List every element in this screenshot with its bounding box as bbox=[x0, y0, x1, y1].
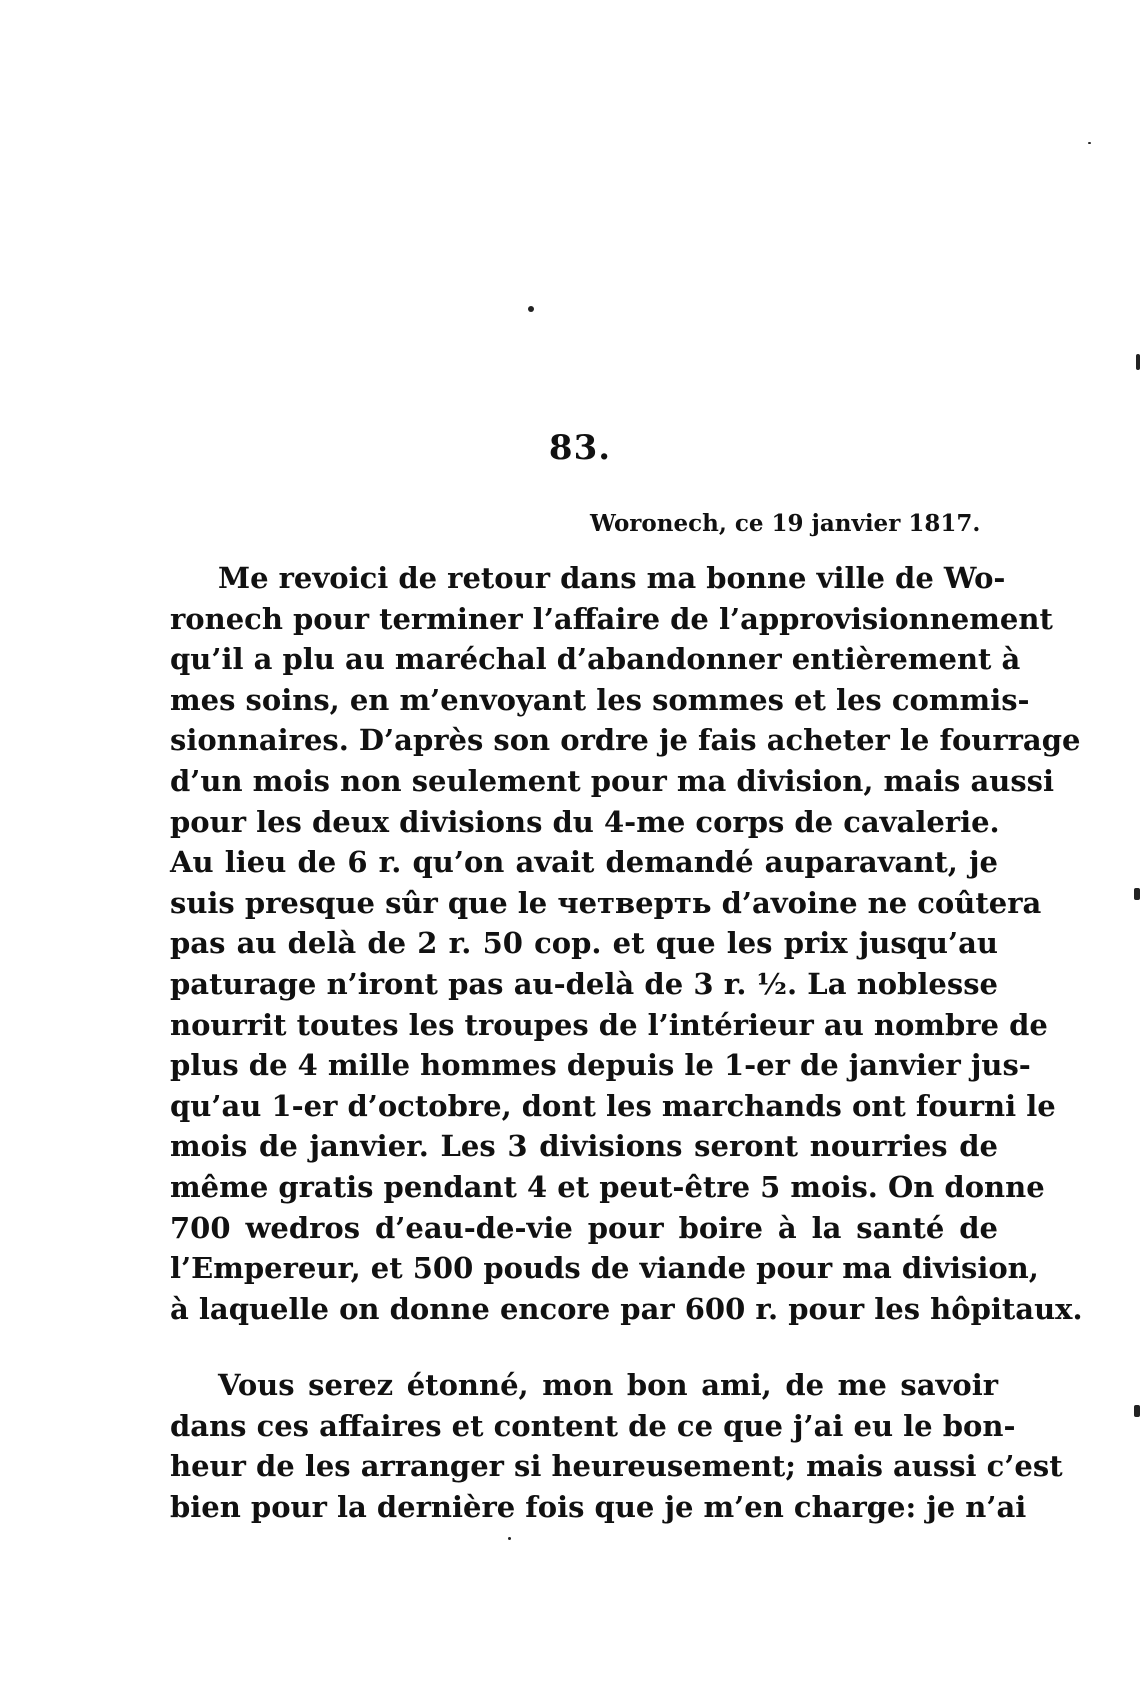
text-line: Au lieu de 6 r. qu’on avait demandé auparavant, je bbox=[170, 845, 998, 880]
text-line: nourrit toutes les troupes de l’intérieur au nombre de bbox=[170, 1007, 1048, 1042]
text-line: plus de 4 mille hommes depuis le 1-er de janvier jus- bbox=[170, 1048, 1031, 1083]
scan-speck bbox=[528, 306, 534, 312]
text-line: sionnaires. D’après son ordre je fais acheter le fourrage bbox=[170, 723, 1081, 758]
text-line: bien pour la dernière fois que je m’en charge: je n’ai bbox=[170, 1489, 1027, 1524]
text-line: ronech pour terminer l’affaire de l’approvisionnement bbox=[170, 601, 1053, 636]
text-line: 700 wedros d’eau-de-vie pour boire à la santé de bbox=[170, 1210, 998, 1245]
dateline: Woronech, ce 19 janvier 1817. bbox=[590, 510, 981, 537]
text-line: Vous serez étonné, mon bon ami, de me savoir bbox=[218, 1368, 998, 1402]
scan-speck bbox=[1136, 354, 1140, 370]
scan-speck bbox=[508, 1537, 511, 1540]
text-line: heur de les arranger si heureusement; mais aussi c’est bbox=[170, 1449, 1063, 1484]
text-line: à laquelle on donne encore par 600 r. pour les hôpitaux. bbox=[170, 1291, 1083, 1326]
scan-speck bbox=[1088, 142, 1091, 144]
text-line: pour les deux divisions du 4-me corps de cavalerie. bbox=[170, 804, 1000, 839]
text-line: suis presque sûr que le четверть d’avoine ne coûtera bbox=[170, 885, 1042, 920]
text-line: dans ces affaires et content de ce que j’ai eu le bon- bbox=[170, 1408, 1016, 1443]
text-line: paturage n’iront pas au-delà de 3 r. ½. La noblesse bbox=[170, 966, 998, 1001]
text-line: même gratis pendant 4 et peut-être 5 mois. On donne bbox=[170, 1169, 1045, 1204]
text-line: Me revoici de retour dans ma bonne ville de Wo- bbox=[218, 561, 1006, 595]
letter-number: 83. bbox=[548, 428, 612, 468]
text-line: l’Empereur, et 500 pouds de viande pour ma division, bbox=[170, 1251, 1039, 1286]
scan-speck bbox=[1134, 1405, 1140, 1417]
text-line: qu’il a plu au maréchal d’abandonner entièrement à bbox=[170, 642, 1021, 677]
scan-speck bbox=[1134, 888, 1140, 900]
paragraph-1 bbox=[170, 558, 1083, 1329]
paragraph-2 bbox=[170, 1365, 1063, 1527]
text-line: mes soins, en m’envoyant les sommes et les commis- bbox=[170, 682, 1030, 717]
text-line: pas au delà de 2 r. 50 cop. et que les prix jusqu’au bbox=[170, 926, 998, 961]
text-line: mois de janvier. Les 3 divisions seront nourries de bbox=[170, 1129, 998, 1164]
text-line: d’un mois non seulement pour ma division, mais aussi bbox=[170, 763, 1054, 798]
text-line: qu’au 1-er d’octobre, dont les marchands ont fourni le bbox=[170, 1088, 1056, 1123]
